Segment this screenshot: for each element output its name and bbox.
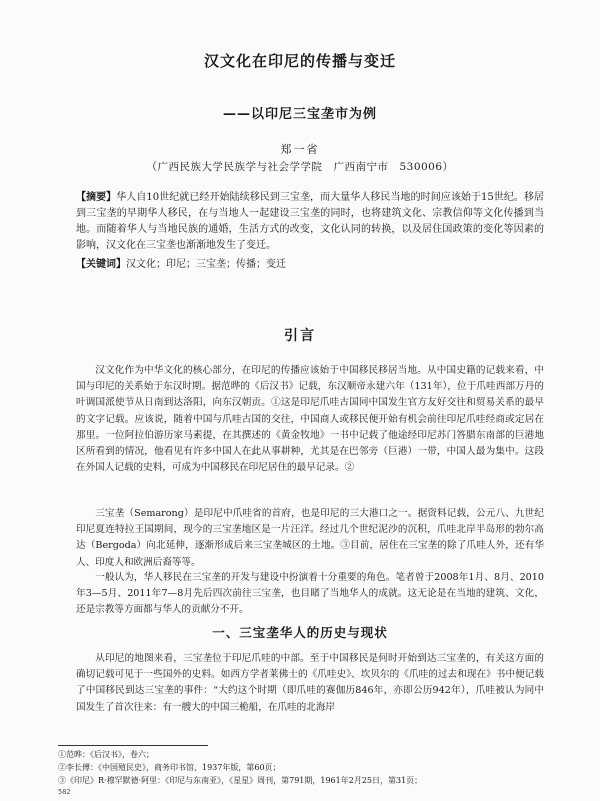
keywords-text: 汉文化；印尼；三宝垄；传播；变迁	[126, 259, 286, 270]
footnote-item: ②李长傅：《中国殖民史》，商务印书馆，1937年版，第60页；	[58, 763, 281, 772]
section-heading-history: 一、三宝垄华人的历史与现状	[212, 625, 388, 640]
footnotes	[58, 748, 548, 787]
paper-subtitle: ——以印尼三宝垄市为例	[222, 107, 377, 122]
footnote-item: ③《印尼》R·穆罕默德·阿里：《印尼与东南亚》，《星星》周刊，第791期，1961年2月25日，第31页；	[58, 776, 423, 785]
paper-title: 汉文化在印尼的传播与变迁	[203, 52, 396, 70]
section-heading-introduction: 引言	[284, 328, 316, 344]
abstract-text: 华人自10世纪就已经开始陆续移民到三宝垄，而大量华人移民当地的时间应该始于15世纪。移居到三宝垄的早期华人移民，在与当地人一起建设三宝垄的同时，也将建筑文化、宗教信仰等文化传播到当地。而随着华人与当地民族的通婚，生活方式的改变，文化认同的转换，以及居住国政策的变化等因素的影响，汉文化在三宝垄也渐渐地发生了变迁。	[76, 192, 545, 251]
page-number: 582	[58, 788, 71, 796]
keywords-tag: 【关键词】	[76, 259, 126, 270]
author-affiliation: （广西民族大学民族学与社会学学院 广西南宁市 530006）	[146, 161, 454, 173]
abstract-tag: 【摘要】	[76, 192, 117, 203]
body-paragraph: 三宝垄（Semarong）是印尼中爪哇省的首府，也是印尼的三大港口之一。据资料记载，公元八、九世纪印尼夏连特拉王国期间，现今的三宝垄地区是一片汪洋。经过几个世纪泥沙的沉积，爪哇北岸半岛形的勃尔高达（Bergoda）向北延伸，逐渐形成后来三宝垄城区的土地。③目前，居住在三宝垄的除了爪哇人外，还有华人、印度人和欧洲后裔等等。	[76, 508, 544, 568]
footnote-divider	[58, 745, 208, 746]
keywords	[76, 257, 544, 273]
footnote-item: ①范晔：《后汉书》，卷六；	[58, 750, 154, 759]
body-paragraph: 从印尼的地图来看，三宝垄位于印尼爪哇的中部。至于中国移民是何时开始到达三宝垄的，有关这方面的确切记载可见于一些国外的史料。如西方学者莱佛士的《爪哇史》、坎贝尔的《爪哇的过去和现在》书中便记载了中国移民到达三宝垄的事件：“大约这个时期（即爪哇的赛伽历846年，亦即公历942年），爪哇被认为同中国发生了首次往来：有一艘大的中国三桅船，在爪哇的北海岸	[76, 653, 544, 713]
author-name: 郑一省	[280, 143, 320, 156]
body-paragraph: 汉文化作为中华文化的核心部分，在印尼的传播应该始于中国移民移居当地。从中国史籍的记载来看，中国与印尼的关系始于东汉时期。据范晔的《后汉书》记载，东汉顺帝永建六年（131年），位于爪哇西部万丹的叶调国派使节从日南到达洛阳，向东汉朝贡。①这是印尼爪哇古国同中国发生官方友好交往和贸易关系的最早的文字记载。应该说，随着中国与爪哇古国的交往，中国商人或移民便开始有机会前往印尼爪哇经商或定居在那里。一位阿拉伯游历家马素提，在其撰述的《黄金牧地》一书中记载了他途经印尼苏门答腊东南部的巨港地区所看到的情况，他看见有许多中国人在此从事耕种，尤其是在巴邻旁（巨港）一带，中国人最为集中。这段在外国人记载的史料，可成为中国移民在印尼居住的最早记录。②	[76, 365, 544, 474]
body-paragraph: 一般认为，华人移民在三宝垄的开发与建设中扮演着十分重要的角色。笔者曾于2008年1月、8月、2010年3—5月、2011年7—8月先后四次前往三宝垄，也目睹了当地华人的成就。这无论是在当地的建筑、文化，还是宗教等方面都与华人的贡献分不开。	[76, 572, 544, 616]
abstract	[76, 190, 544, 254]
